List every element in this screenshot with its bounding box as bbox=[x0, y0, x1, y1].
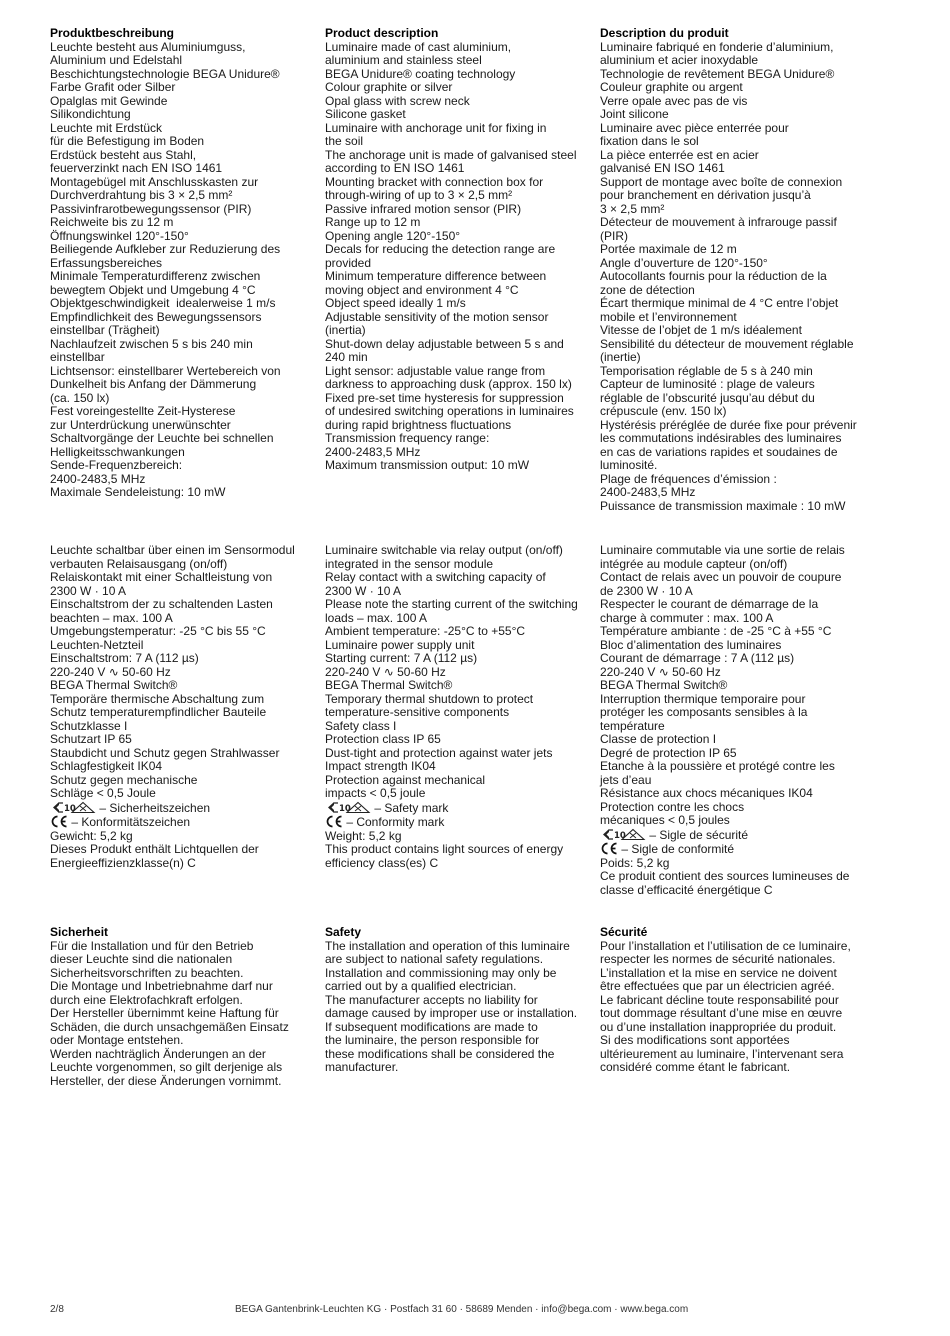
text-line: 240 min bbox=[325, 350, 368, 364]
text-line: Leuchten-Netzteil bbox=[50, 637, 144, 652]
text-line: Erdstück besteht aus Stahl, bbox=[50, 147, 197, 162]
safety-mark-icon bbox=[600, 828, 646, 842]
text-line: en cas de variations rapides et soudaines de bbox=[600, 444, 838, 459]
text-line: Protection against mechanical bbox=[325, 772, 486, 787]
section-title: Product description bbox=[325, 26, 439, 40]
text-line: Sensibilité du détecteur de mouvement réglable bbox=[600, 336, 854, 351]
section-body bbox=[325, 41, 587, 473]
text-line: are subject to national safety regulations. bbox=[325, 952, 544, 966]
text-line: Maximum transmission output: 10 mW bbox=[325, 458, 530, 472]
text-line: Please note the starting current of the switching bbox=[325, 597, 578, 611]
text-line: Helligkeitsschwankungen bbox=[50, 444, 185, 459]
text-line: temperature-sensitive components bbox=[325, 705, 510, 719]
text-line: Schutzklasse I bbox=[50, 718, 128, 733]
text-line: Résistance aux chocs mécaniques IK04 bbox=[600, 786, 813, 800]
text-line: La pièce enterrée est en acier bbox=[600, 147, 759, 162]
text-line: 220-240 V ∿ 50-60 Hz bbox=[600, 664, 721, 679]
text-line: Protection contre les chocs bbox=[600, 799, 745, 814]
text-line: Temporisation réglable de 5 s à 240 min bbox=[600, 363, 813, 378]
section-body bbox=[325, 544, 587, 870]
text-line bbox=[50, 801, 312, 816]
section-body bbox=[50, 940, 312, 1089]
text-line: fixation dans le sol bbox=[600, 134, 699, 148]
text-line: Dieses Produkt enthält Lichtquellen der bbox=[50, 842, 259, 856]
text-line: (ca. 150 lx) bbox=[50, 390, 110, 405]
text-line: classe d’efficacité énergétique C bbox=[600, 882, 773, 897]
text-line: Luminaire made of cast aluminium, bbox=[325, 39, 512, 54]
text-line: Pour l’installation et l’utilisation de ce luminaire, bbox=[600, 938, 851, 953]
text-line: Ambient temperature: -25°C to +55°C bbox=[325, 624, 526, 638]
text-line: oder Montage entstehen. bbox=[50, 1033, 184, 1047]
text-line: the luminaire, the person responsible for bbox=[325, 1033, 540, 1047]
text-line: Weight: 5,2 kg bbox=[325, 828, 402, 843]
text-line: manufacturer. bbox=[325, 1060, 399, 1074]
text-line: Luminaire power supply unit bbox=[325, 637, 475, 652]
text-line: Capteur de luminosité : plage de valeurs bbox=[600, 377, 815, 391]
text-line: Support de montage avec boîte de connexion bbox=[600, 174, 843, 189]
text-line: für die Befestigung im Boden bbox=[50, 134, 205, 148]
text-line: pour branchement en dérivation jusqu’à bbox=[600, 188, 811, 202]
text-line: Vitesse de l’objet de 1 m/s idéalement bbox=[600, 323, 802, 337]
text-line: 2300 W · 10 A bbox=[50, 583, 127, 598]
company-address: BEGA Gantenbrink-Leuchten KG · Postfach 31 60 · 58689 Menden · info@bega.com · www.bega.com bbox=[235, 1304, 689, 1315]
text-line: aluminium et acier inoxydable bbox=[600, 53, 759, 67]
text-line: The manufacturer accepts no liability for bbox=[325, 992, 538, 1007]
section-body bbox=[600, 940, 862, 1075]
section-fr-description bbox=[600, 27, 862, 513]
section-body bbox=[50, 41, 312, 500]
text-line: 220-240 V ∿ 50-60 Hz bbox=[325, 664, 446, 679]
section-en-technical bbox=[325, 544, 587, 870]
text-line: moving object and environment 4 °C bbox=[325, 282, 519, 297]
text-line: Silikondichtung bbox=[50, 107, 131, 121]
text-line: galvanisé EN ISO 1461 bbox=[600, 161, 725, 175]
text-line: Range up to 12 m bbox=[325, 215, 421, 229]
text-line: Reichweite bis zu 12 m bbox=[50, 215, 174, 229]
text-line: Fixed pre-set time hysteresis for suppression bbox=[325, 390, 564, 405]
text-line: beachten – max. 100 A bbox=[50, 610, 173, 625]
text-line: Luminaire fabriqué en fonderie d’aluminium, bbox=[600, 39, 834, 54]
text-line: Mounting bracket with connection box for bbox=[325, 174, 544, 189]
text-line: Relaiskontakt mit einer Schaltleistung von bbox=[50, 570, 273, 584]
ce-mark-icon bbox=[325, 815, 343, 829]
section-fr-technical bbox=[600, 544, 862, 897]
text-line: Lichtsensor: einstellbarer Wertebereich von bbox=[50, 363, 281, 378]
text-line: Hystérésis préréglée de durée fixe pour prévenir bbox=[600, 417, 857, 432]
text-line: Respecter le courant de démarrage de la bbox=[600, 597, 819, 611]
text-line: jets d’eau bbox=[600, 772, 652, 787]
safety-mark-icon bbox=[50, 801, 96, 815]
text-line: einstellbar bbox=[50, 350, 105, 364]
ce-mark-icon bbox=[50, 815, 68, 829]
text-line: Relay contact with a switching capacity of bbox=[325, 570, 546, 584]
section-en-safety bbox=[325, 926, 587, 1075]
text-line bbox=[600, 828, 862, 843]
text-line: impacts < 0,5 joule bbox=[325, 786, 426, 800]
text-line: The anchorage unit is made of galvanised steel bbox=[325, 147, 577, 162]
text-line: aluminium and stainless steel bbox=[325, 53, 482, 67]
text-line: Beiliegende Aufkleber zur Reduzierung des bbox=[50, 242, 281, 256]
safety-mark-icon bbox=[325, 801, 371, 815]
text-line: Si des modifications sont apportées bbox=[600, 1033, 790, 1047]
mark-label: – Sicherheitszeichen bbox=[96, 800, 211, 815]
text-line: Aluminium und Edelstahl bbox=[50, 53, 183, 67]
text-line: 2400-2483,5 MHz bbox=[325, 444, 421, 459]
text-line: L’installation et la mise en service ne doivent bbox=[600, 965, 837, 980]
text-line: Montagebügel mit Anschlusskasten zur bbox=[50, 174, 259, 189]
text-line: Schutz temperaturempfindlicher Bauteile bbox=[50, 705, 267, 719]
text-line: zur Unterdrückung unerwünschter bbox=[50, 417, 231, 432]
section-body bbox=[50, 544, 312, 870]
text-line: verbauten Relaisausgang (on/off) bbox=[50, 556, 228, 571]
text-line: Farbe Grafit oder Silber bbox=[50, 80, 176, 94]
text-line: Der Hersteller übernimmt keine Haftung für bbox=[50, 1006, 279, 1020]
text-line: Colour graphite or silver bbox=[325, 80, 453, 94]
text-line: réglable de l’obscurité jusqu’au début du bbox=[600, 390, 815, 405]
text-line: Nachlaufzeit zwischen 5 s bis 240 min bbox=[50, 336, 253, 351]
section-title: Produktbeschreibung bbox=[50, 26, 175, 40]
text-line: Courant de démarrage : 7 A (112 µs) bbox=[600, 651, 795, 665]
text-line: Werden nachträglich Änderungen an der bbox=[50, 1046, 266, 1061]
text-line: Für die Installation und für den Betrieb bbox=[50, 938, 254, 953]
text-line: Leuchte vorgenommen, so gilt derjenige als bbox=[50, 1060, 283, 1074]
text-line: Starting current: 7 A (112 µs) bbox=[325, 651, 478, 665]
text-line bbox=[325, 801, 587, 816]
text-line: Die Montage und Inbetriebnahme darf nur bbox=[50, 979, 273, 993]
text-line: Öffnungswinkel 120°-150° bbox=[50, 228, 189, 243]
text-line: BEGA Thermal Switch® bbox=[600, 678, 728, 692]
text-line: Installation and commissioning may only be bbox=[325, 965, 557, 980]
text-line: Impact strength IK04 bbox=[325, 759, 436, 773]
text-line: Plage de fréquences d’émission : bbox=[600, 471, 777, 486]
text-line: Empfindlichkeit des Bewegungssensors bbox=[50, 309, 262, 324]
text-line: Luminaire commutable via une sortie de relais bbox=[600, 543, 845, 557]
text-line: protéger les composants sensibles à la bbox=[600, 705, 808, 719]
text-line: Couleur graphite ou argent bbox=[600, 80, 743, 94]
text-line: Sicherheitsvorschriften zu beachten. bbox=[50, 965, 244, 980]
text-line: Bloc d’alimentation des luminaires bbox=[600, 637, 782, 652]
text-line: through-wiring of up to 3 × 2,5 mm² bbox=[325, 188, 513, 202]
text-line: loads – max. 100 A bbox=[325, 610, 428, 625]
text-line: BEGA Thermal Switch® bbox=[325, 678, 453, 692]
text-line: This product contains light sources of energy bbox=[325, 842, 564, 856]
text-line: Einschaltstrom: 7 A (112 µs) bbox=[50, 651, 199, 665]
text-line: Luminaire with anchorage unit for fixing in bbox=[325, 120, 547, 135]
text-line: Silicone gasket bbox=[325, 107, 406, 121]
text-line: Luminaire avec pièce enterrée pour bbox=[600, 120, 789, 135]
text-line: (inertie) bbox=[600, 350, 641, 364]
text-line: Opal glass with screw neck bbox=[325, 93, 470, 108]
text-line: Beschichtungstechnologie BEGA Unidure® bbox=[50, 66, 280, 81]
text-line: mobile et l’environnement bbox=[600, 309, 737, 324]
text-line: 2400-2483,5 MHz bbox=[600, 485, 696, 499]
text-line: Classe de protection I bbox=[600, 732, 717, 746]
section-title: Sicherheit bbox=[50, 925, 109, 939]
text-line: Gewicht: 5,2 kg bbox=[50, 828, 133, 843]
text-line: Safety class I bbox=[325, 718, 397, 733]
text-line: Sende-Frequenzbereich: bbox=[50, 458, 183, 472]
text-line: charge à commuter : max. 100 A bbox=[600, 610, 774, 625]
text-line: If subsequent modifications are made to bbox=[325, 1019, 538, 1034]
text-line: Schlagfestigkeit IK04 bbox=[50, 759, 163, 773]
text-line: Ce produit contient des sources lumineuses de bbox=[600, 869, 850, 883]
text-line: respecter les normes de sécurité nationales. bbox=[600, 952, 836, 966]
text-line: Transmission frequency range: bbox=[325, 431, 490, 445]
text-line: BEGA Unidure® coating technology bbox=[325, 66, 516, 81]
text-line: zone de détection bbox=[600, 282, 695, 297]
text-line: mécaniques < 0,5 joules bbox=[600, 813, 730, 827]
mark-label: – Konformitätszeichen bbox=[68, 815, 191, 829]
text-line: Temporäre thermische Abschaltung zum bbox=[50, 691, 265, 706]
text-line: BEGA Thermal Switch® bbox=[50, 678, 178, 692]
text-line: integrated in the sensor module bbox=[325, 556, 494, 571]
text-line: Erfassungsbereiches bbox=[50, 255, 163, 270]
text-line: the soil bbox=[325, 134, 364, 148]
text-line: Staubdicht und Schutz gegen Strahlwasser bbox=[50, 745, 280, 760]
text-line: Fest voreingestellte Zeit-Hysterese bbox=[50, 404, 236, 418]
text-line: carried out by a qualified electrician. bbox=[325, 979, 517, 993]
text-line: Minimum temperature difference between bbox=[325, 269, 547, 283]
text-line: Joint silicone bbox=[600, 107, 669, 121]
text-line: tout dommage résultant d’une mise en œuvre bbox=[600, 1006, 843, 1020]
text-line: Maximale Sendeleistung: 10 mW bbox=[50, 485, 226, 499]
text-line: Degré de protection IP 65 bbox=[600, 745, 737, 760]
section-title: Safety bbox=[325, 925, 362, 939]
section-body bbox=[600, 544, 862, 897]
text-line: Contact de relais avec un pouvoir de coupure bbox=[600, 570, 842, 584]
mark-label: – Sigle de conformité bbox=[618, 842, 735, 856]
text-line: according to EN ISO 1461 bbox=[325, 161, 465, 175]
mark-label: – Sigle de sécurité bbox=[646, 827, 749, 842]
text-line: Le fabricant décline toute responsabilité pour bbox=[600, 992, 839, 1007]
text-line: bewegtem Objekt und Umgebung 4 °C bbox=[50, 282, 256, 297]
text-line: Température ambiante : de -25 °C à +55 °C bbox=[600, 624, 832, 638]
text-line: of undesired switching operations in luminaires bbox=[325, 404, 574, 418]
text-line: Passive infrared motion sensor (PIR) bbox=[325, 201, 522, 216]
section-de-description bbox=[50, 27, 312, 500]
text-line: Schaltvorgänge der Leuchte bei schnellen bbox=[50, 431, 274, 445]
text-line: Light sensor: adjustable value range from bbox=[325, 363, 546, 378]
section-fr-safety bbox=[600, 926, 862, 1075]
text-line: Interruption thermique temporaire pour bbox=[600, 691, 806, 706]
mark-label: – Conformity mark bbox=[343, 815, 445, 829]
text-line: Object speed ideally 1 m/s bbox=[325, 296, 466, 310]
text-line bbox=[600, 842, 862, 857]
text-line: les commutations indésirables des luminaires bbox=[600, 431, 842, 445]
text-line: Détecteur de mouvement à infrarouge passif bbox=[600, 215, 837, 229]
text-line: Schutz gegen mechanische bbox=[50, 772, 198, 787]
text-line: Dunkelheit bis Anfang der Dämmerung bbox=[50, 377, 257, 391]
text-line: dieser Leuchte sind die nationalen bbox=[50, 952, 233, 966]
text-line: Passivinfrarotbewegungssensor (PIR) bbox=[50, 201, 252, 216]
text-line: Objektgeschwindigkeit idealerweise 1 m/s bbox=[50, 296, 276, 310]
text-line: darkness to approaching dusk (approx. 150 lx) bbox=[325, 377, 572, 391]
section-body bbox=[600, 41, 862, 514]
text-line: température bbox=[600, 718, 665, 733]
text-line: Schutzart IP 65 bbox=[50, 732, 132, 746]
text-line: intégrée au module capteur (on/off) bbox=[600, 556, 788, 571]
text-line: Schäden, die durch unsachgemäßen Einsatz bbox=[50, 1019, 289, 1034]
text-line: Angle d’ouverture de 120°-150° bbox=[600, 255, 768, 270]
text-line: Schläge < 0,5 Joule bbox=[50, 786, 156, 800]
text-line: Autocollants fournis pour la réduction de la bbox=[600, 269, 827, 283]
section-en-description bbox=[325, 27, 587, 473]
text-line: Écart thermique minimal de 4 °C entre l’objet bbox=[600, 296, 839, 310]
text-line: (PIR) bbox=[600, 228, 628, 243]
text-line: considéré comme étant le fabricant. bbox=[600, 1060, 791, 1074]
text-line: Adjustable sensitivity of the motion sensor bbox=[325, 309, 549, 324]
text-line: Etanche à la poussière et protégé contre les bbox=[600, 759, 835, 773]
text-line: Hersteller, der diese Änderungen vornimmt. bbox=[50, 1073, 282, 1088]
text-line: einstellbar (Trägheit) bbox=[50, 323, 160, 337]
text-line: luminosité. bbox=[600, 458, 658, 472]
text-line: Leuchte besteht aus Aluminiumguss, bbox=[50, 39, 246, 54]
text-line: ultérieurement au luminaire, l’intervenant sera bbox=[600, 1046, 844, 1061]
text-line: 2300 W · 10 A bbox=[325, 583, 402, 598]
text-line: Poids: 5,2 kg bbox=[600, 855, 670, 870]
text-line: Opening angle 120°-150° bbox=[325, 228, 461, 243]
text-line: damage caused by improper use or installation. bbox=[325, 1006, 578, 1020]
text-line: during rapid brightness fluctuations bbox=[325, 417, 512, 432]
text-line bbox=[325, 815, 587, 830]
text-line: these modifications shall be considered the bbox=[325, 1046, 555, 1061]
text-line: Temporary thermal shutdown to protect bbox=[325, 691, 534, 706]
svg-text:10: 10 bbox=[64, 803, 76, 814]
text-line: Technologie de revêtement BEGA Unidure® bbox=[600, 66, 835, 81]
text-line: Leuchte mit Erdstück bbox=[50, 120, 163, 135]
text-line bbox=[50, 815, 312, 830]
text-line: 220-240 V ∿ 50-60 Hz bbox=[50, 664, 171, 679]
section-title: Sécurité bbox=[600, 925, 648, 939]
text-line: provided bbox=[325, 255, 372, 270]
section-de-safety bbox=[50, 926, 312, 1088]
text-line: (inertia) bbox=[325, 323, 366, 337]
text-line: Shut-down delay adjustable between 5 s and bbox=[325, 336, 564, 351]
text-line: 3 × 2,5 mm² bbox=[600, 201, 665, 216]
text-line: Dust-tight and protection against water jets bbox=[325, 745, 553, 760]
section-body bbox=[325, 940, 587, 1075]
text-line: Leuchte schaltbar über einen im Sensormodul bbox=[50, 543, 295, 557]
text-line: ou d’une installation inappropriée du produit. bbox=[600, 1019, 837, 1034]
text-line: Minimale Temperaturdifferenz zwischen bbox=[50, 269, 261, 283]
section-title: Description du produit bbox=[600, 26, 729, 40]
text-line: Opalglas mit Gewinde bbox=[50, 93, 168, 108]
text-line: de 2300 W · 10 A bbox=[600, 583, 693, 598]
text-line: Energieeffizienzklasse(n) C bbox=[50, 855, 196, 870]
text-line: Verre opale avec pas de vis bbox=[600, 93, 748, 108]
text-line: Protection class IP 65 bbox=[325, 732, 441, 746]
text-line: feuerverzinkt nach EN ISO 1461 bbox=[50, 161, 223, 175]
text-line: Umgebungstemperatur: -25 °C bis 55 °C bbox=[50, 624, 266, 638]
text-line: Luminaire switchable via relay output (on/off) bbox=[325, 543, 563, 557]
text-line: The installation and operation of this luminaire bbox=[325, 938, 570, 953]
text-line: Decals for reducing the detection range are bbox=[325, 242, 556, 256]
text-line: durch eine Elektrofachkraft erfolgen. bbox=[50, 992, 243, 1007]
text-line: Einschaltstrom der zu schaltenden Lasten bbox=[50, 597, 273, 611]
text-line: Durchverdrahtung bis 3 × 2,5 mm² bbox=[50, 188, 233, 202]
svg-text:10: 10 bbox=[614, 830, 626, 841]
text-line: être effectuées que par un électricien agréé. bbox=[600, 979, 835, 993]
text-line: 2400-2483,5 MHz bbox=[50, 471, 146, 486]
text-line: crépuscule (env. 150 lx) bbox=[600, 404, 727, 418]
page-number: 2/8 bbox=[50, 1304, 64, 1315]
text-line: Puissance de transmission maximale : 10 mW bbox=[600, 498, 846, 513]
ce-mark-icon bbox=[600, 842, 618, 856]
text-line: Portée maximale de 12 m bbox=[600, 242, 737, 256]
svg-text:10: 10 bbox=[339, 803, 351, 814]
mark-label: – Safety mark bbox=[371, 800, 449, 815]
text-line: efficiency class(es) C bbox=[325, 855, 439, 870]
section-de-technical bbox=[50, 544, 312, 870]
